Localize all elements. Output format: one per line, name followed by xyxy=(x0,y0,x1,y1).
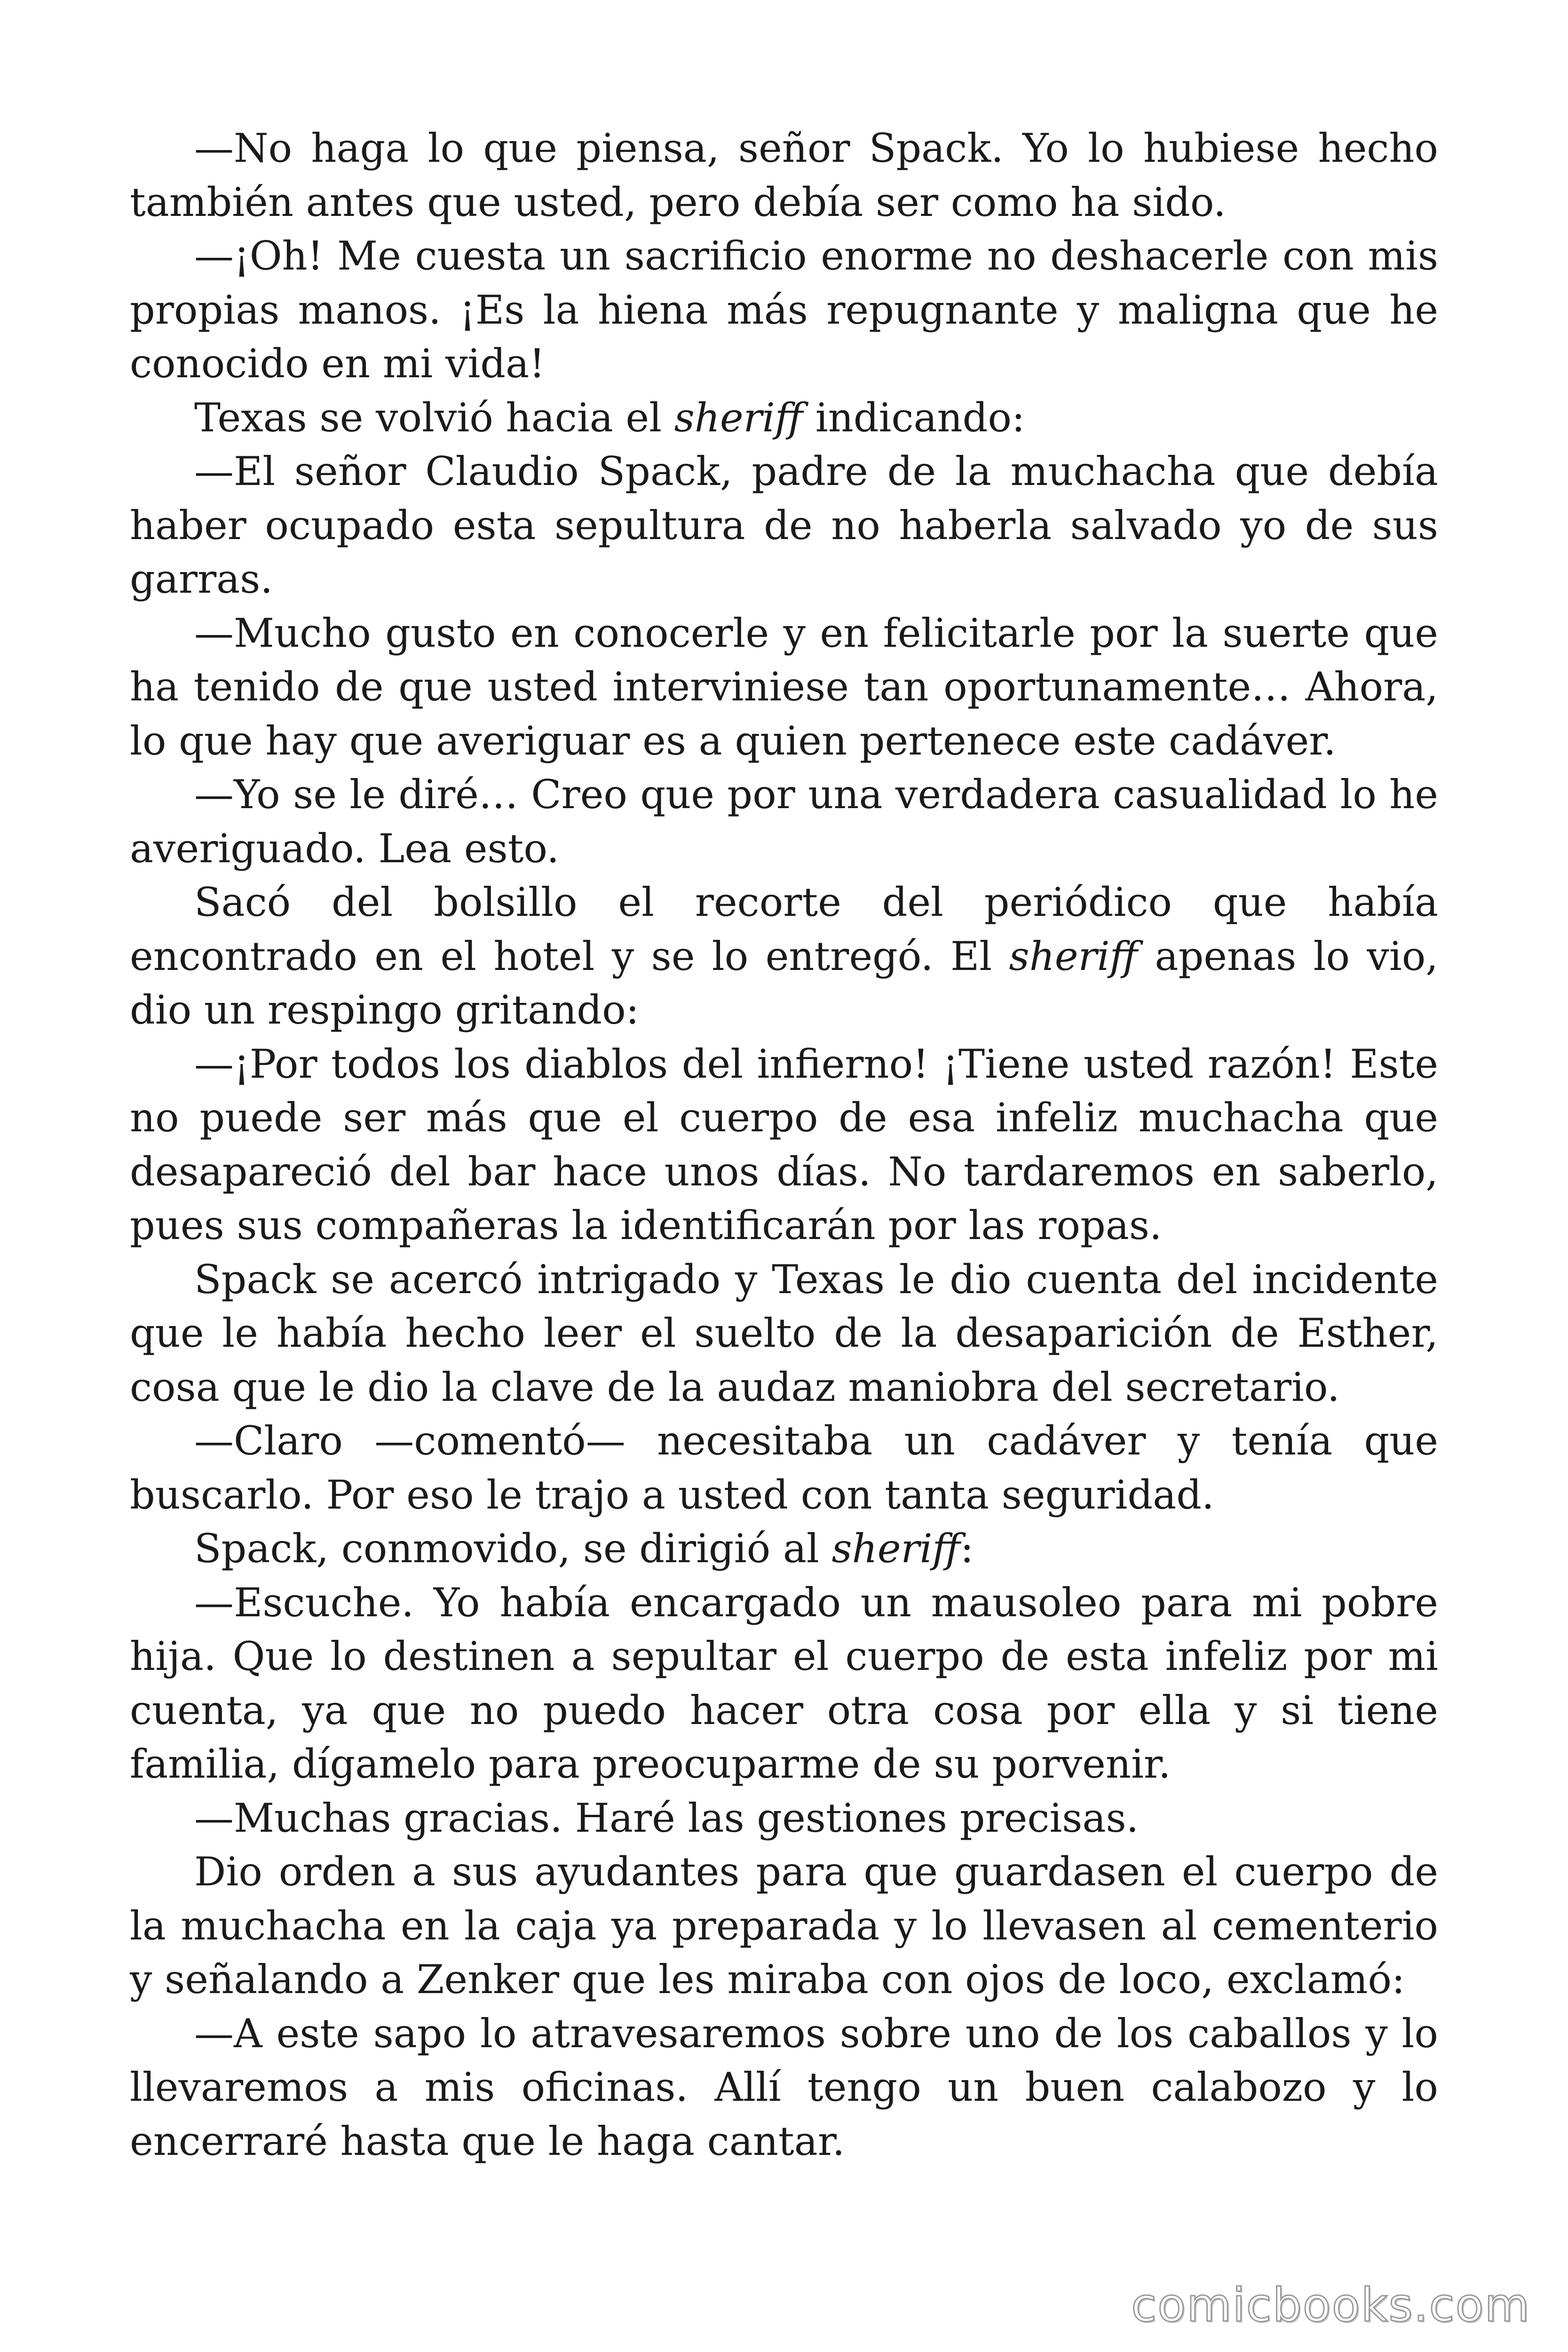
paragraph-text: apenas lo vio, dio un respingo gritando: xyxy=(130,933,1438,1033)
paragraph-text: —¡Por todos los diablos del infierno! ¡Tiene usted razón! Este no puede ser más que el cuerpo de esa infeliz muchacha que desapareció del bar hace unos días. No tardaremos en saberlo, pues sus compañeras la identificarán por las ropas. xyxy=(130,1041,1438,1248)
paragraph-text: —A este sapo lo atravesaremos sobre uno de los caballos y lo llevaremos a mis oficinas. Allí tengo un buen calabozo y lo encerraré hasta que le haga cantar. xyxy=(130,2010,1438,2164)
paragraph-text: : xyxy=(960,1526,974,1572)
site-watermark: comicbooks.com xyxy=(1131,2279,1530,2332)
italic-term: sheriff xyxy=(832,1526,960,1572)
paragraph-text: —El señor Claudio Spack, padre de la muchacha que debía haber ocupado esta sepultura de no haberla salvado yo de sus garras. xyxy=(130,448,1438,602)
paragraph xyxy=(130,1522,1438,1576)
paragraph-text: —No haga lo que piensa, señor Spack. Yo lo hubiese hecho también antes que usted, pero debía ser como ha sido. xyxy=(130,125,1438,225)
paragraph-text: Sacó del bolsillo el recorte del periódico que había encontrado en el hotel y se lo entregó. El xyxy=(130,879,1438,979)
paragraph xyxy=(130,606,1438,768)
paragraph xyxy=(130,1791,1438,1845)
paragraph-text: —Escuche. Yo había encargado un mausoleo para mi pobre hija. Que lo destinen a sepultar el cuerpo de esta infeliz por mi cuenta, ya que no puedo hacer otra cosa por ella y si tiene familia, dígamelo para preocuparme de su porvenir. xyxy=(130,1579,1438,1787)
paragraph-text: Texas se volvió hacia el xyxy=(194,394,674,441)
paragraph xyxy=(130,768,1438,875)
paragraph-text: —Mucho gusto en conocerle y en felicitarle por la suerte que ha tenido de que usted interviniese tan oportunamente… Ahora, lo que hay que averiguar es a quien pertenece este cadáver. xyxy=(130,610,1438,764)
paragraph xyxy=(130,391,1438,445)
italic-term: sheriff xyxy=(1009,933,1138,979)
paragraph-text: —Muchas gracias. Haré las gestiones precisas. xyxy=(194,1795,1139,1841)
paragraph xyxy=(130,2007,1438,2169)
body-text xyxy=(130,121,1438,2168)
paragraph xyxy=(130,1414,1438,1522)
paragraph-text: Spack se acercó intrigado y Texas le dio cuenta del incidente que le había hecho leer el suelto de la desaparición de Esther, cosa que le dio la clave de la audaz maniobra del secretario. xyxy=(130,1256,1438,1410)
paragraph-text: Spack, conmovido, se dirigió al xyxy=(194,1526,832,1572)
paragraph xyxy=(130,1253,1438,1414)
paragraph-text: —¡Oh! Me cuesta un sacrificio enorme no deshacerle con mis propias manos. ¡Es la hiena más repugnante y maligna que he conocido en mi vida! xyxy=(130,233,1438,387)
paragraph-text: indicando: xyxy=(803,394,1025,441)
paragraph-text: Dio orden a sus ayudantes para que guardasen el cuerpo de la muchacha en la caja ya preparada y lo llevasen al cementerio y señalando a Zenker que les miraba con ojos de loco, exclamó: xyxy=(130,1849,1438,2002)
paragraph xyxy=(130,1845,1438,2007)
paragraph xyxy=(130,229,1438,391)
paragraph xyxy=(130,445,1438,606)
paragraph-text: —Yo se le diré… Creo que por una verdadera casualidad lo he averiguado. Lea esto. xyxy=(130,771,1438,872)
paragraph xyxy=(130,1037,1438,1253)
italic-term: sheriff xyxy=(674,394,803,441)
paragraph xyxy=(130,1576,1438,1791)
paragraph xyxy=(130,121,1438,229)
paragraph-text: —Claro —comentó— necesitaba un cadáver y tenía que buscarlo. Por eso le trajo a usted con tanta seguridad. xyxy=(130,1418,1438,1518)
paragraph xyxy=(130,875,1438,1037)
